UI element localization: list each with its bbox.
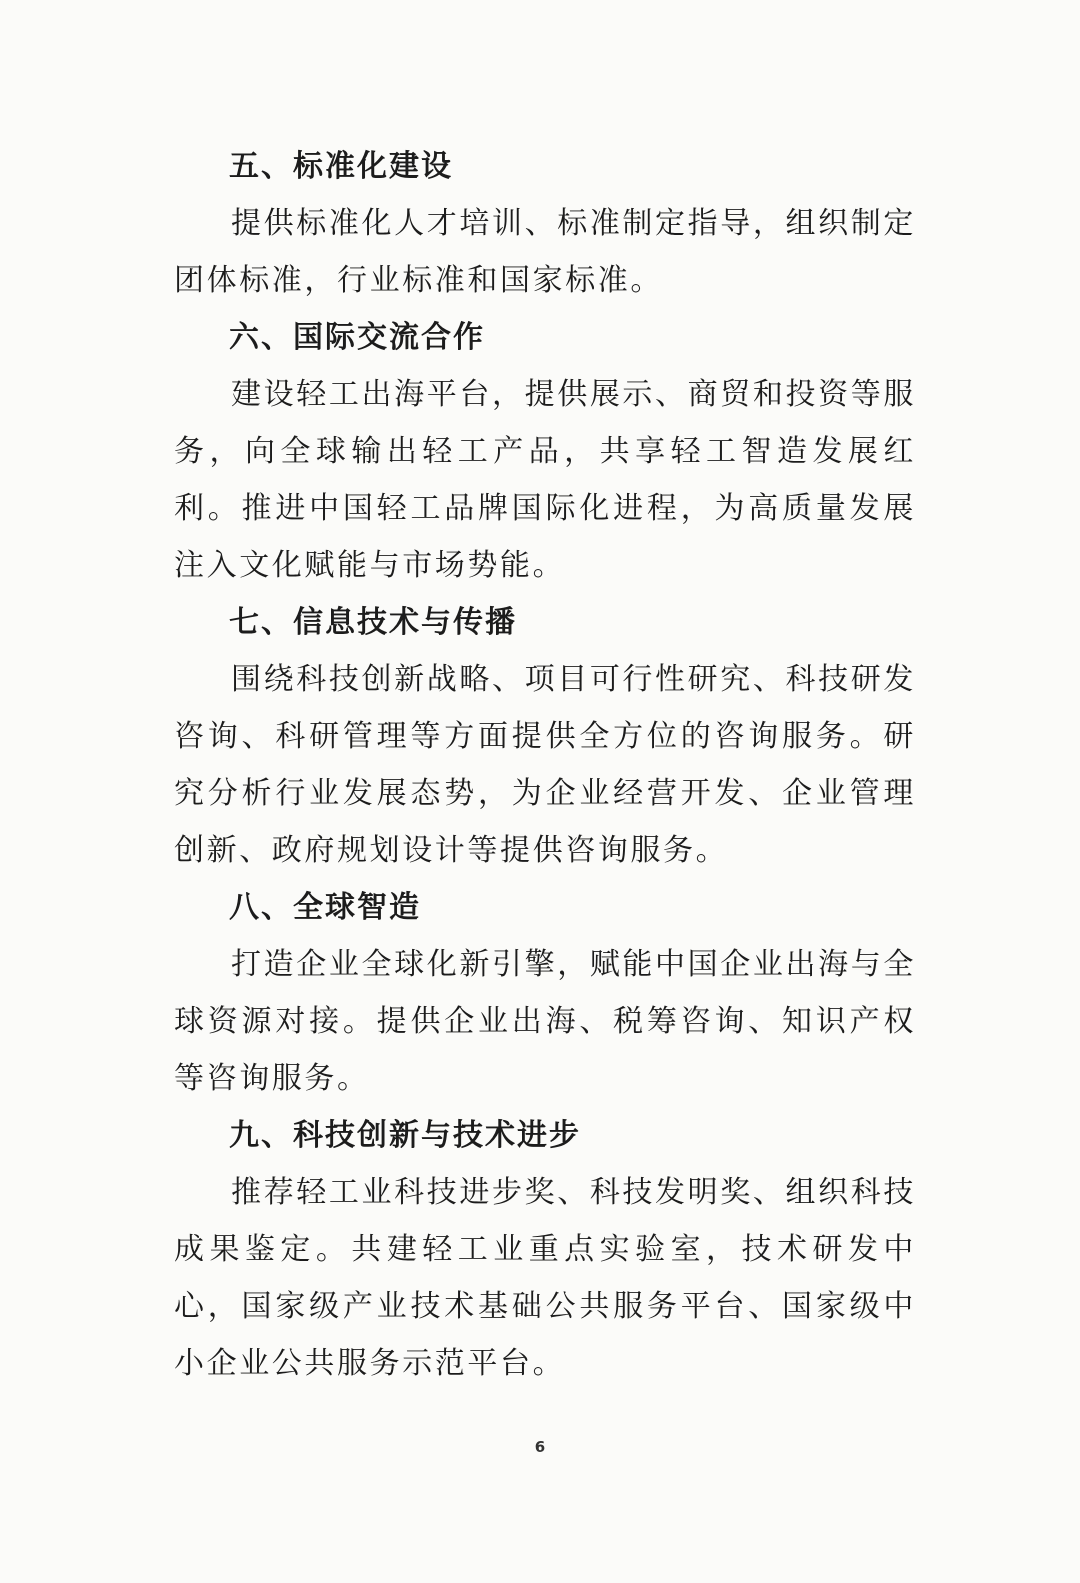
section-standardization <box>174 138 916 309</box>
section-tech-innovation <box>174 1107 916 1392</box>
section-information-technology <box>174 594 916 879</box>
section-paragraph: 建设轻工出海平台，提供展示、商贸和投资等服务，向全球输出轻工产品，共享轻工智造发展红利。推进中国轻工品牌国际化进程，为高质量发展注入文化赋能与市场势能。 <box>174 377 916 583</box>
section-heading: 八、全球智造 <box>229 890 421 925</box>
page-number: 6 <box>534 1438 546 1456</box>
section-paragraph: 打造企业全球化新引擎，赋能中国企业出海与全球资源对接。提供企业出海、税筹咨询、知识产权等咨询服务。 <box>174 947 916 1096</box>
section-heading: 六、国际交流合作 <box>229 320 485 355</box>
document-content <box>174 138 916 1392</box>
section-paragraph: 推荐轻工业科技进步奖、科技发明奖、组织科技成果鉴定。共建轻工业重点实验室，技术研发中心，国家级产业技术基础公共服务平台、国家级中小企业公共服务示范平台。 <box>174 1175 916 1381</box>
section-global-manufacturing <box>174 879 916 1107</box>
section-paragraph: 围绕科技创新战略、项目可行性研究、科技研发咨询、科研管理等方面提供全方位的咨询服务。研究分析行业发展态势，为企业经营开发、企业管理创新、政府规划设计等提供咨询服务。 <box>174 662 916 868</box>
section-heading: 七、信息技术与传播 <box>229 605 517 640</box>
section-international-cooperation <box>174 309 916 594</box>
section-heading: 五、标准化建设 <box>229 149 453 184</box>
section-heading: 九、科技创新与技术进步 <box>229 1118 581 1153</box>
section-paragraph: 提供标准化人才培训、标准制定指导，组织制定团体标准，行业标准和国家标准。 <box>174 206 916 298</box>
